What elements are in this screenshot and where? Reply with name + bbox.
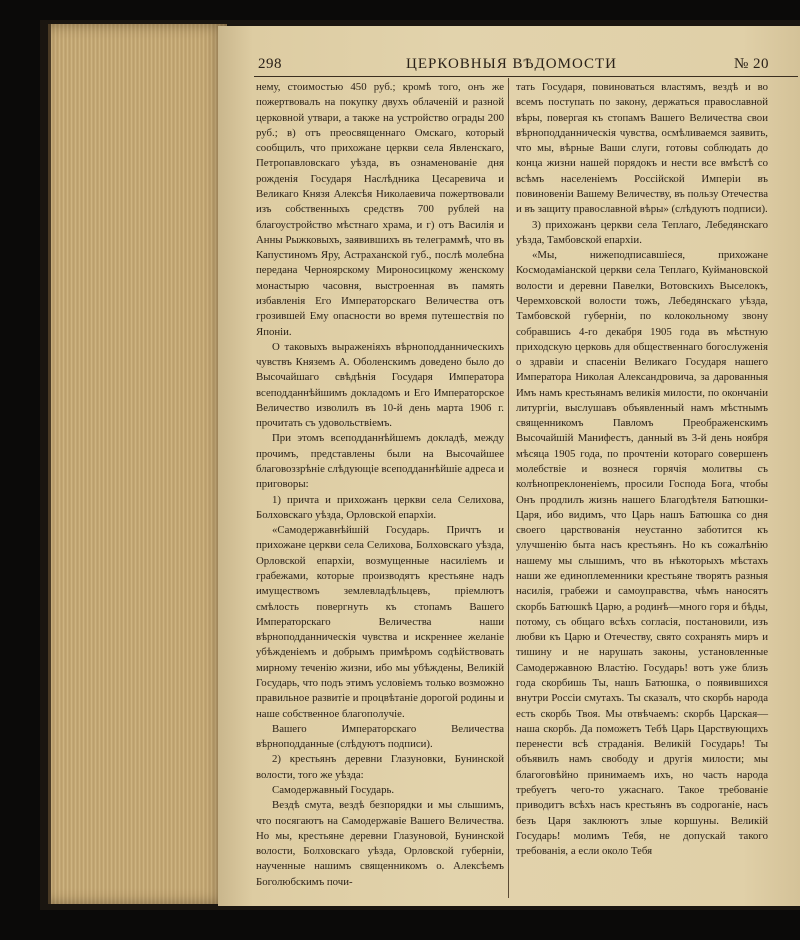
- running-header: [256, 56, 796, 74]
- paragraph: Вашего Императорскаго Величества вѣрноподданные (слѣдуютъ подписи).: [256, 722, 504, 751]
- paragraph: тать Государя, повиноваться властямъ, вездѣ и во всемъ поступать по закону, держаться православной вѣры, повергая къ стопамъ Вашего Величества свои вѣрноподданническія чувства, осмѣливаемся заявить, что мы, вѣрные Ваши слуги, готовы соблюдать до конца жизни нашей порядокъ и нести все вмѣстѣ со всѣмъ населеніемъ Россійской Имперіи въ повиновеніи Вашему Величеству, въ пользу Отечества и въ защиту православной вѣры» (слѣдуютъ подписи).: [516, 81, 768, 216]
- issue-number: № 20: [734, 56, 770, 72]
- paragraph: При этомъ всеподданнѣйшемъ докладѣ, между прочимъ, представлены были на Высочайшее благовоззрѣніе слѣдующіе всеподданнѣйшіе адреса и приговоры:: [256, 432, 504, 491]
- paragraph: нему, стоимостью 450 руб.; кромѣ того, онъ же пожертвовалъ на покупку двухъ облаченій и разной церковной утвари, а также на устройство ограды 200 руб.; в) отъ преосвященнаго Омскаго, который сообщилъ, что прихожане церкви села Явленскаго, Петропавловскаго уѣзда, въ ознаменованіе дня рожденія Государя Наслѣдника Цесаревича и Великаго Князя Алексѣя Николаевича пожертвовали изъ собственныхъ средствъ 700 рублей на благоустройство мѣстнаго храма, и г) отъ Василія и Анны Рыжковыхъ, заявившихъ въ телеграммѣ, что въ Капустиномъ Яру, Астраханской губ., послѣ молебна передана Черноярскому Мироносицкому женскому монастырю часовня, выстроенная въ память избавленія Его Императорскаго Величества отъ грозившей Ему опасности во время путешествія по Японіи.: [256, 81, 504, 338]
- paragraph: 2) крестьянъ деревни Глазуновки, Бунинской волости, того же уѣзда:: [256, 753, 504, 781]
- column-divider: [508, 78, 509, 898]
- paragraph: О таковыхъ выраженіяхъ вѣрноподданническихъ чувствъ Княземъ А. Оболенскимъ доведено было до Высочайшаго свѣдѣнія Государя Императора всеподданнѣйшимъ докладомъ и Его Императорское Величество изволилъ въ 10-й день марта 1906 г. прочитать съ удовольствіемъ.: [256, 340, 504, 430]
- paragraph: «Мы, нижеподписавшіеся, прихожане Космодаміанской церкви села Теплаго, Куймановской волости и деревни Павелки, Вотовскихъ Выселокъ, Черемховской волости тожъ, Лебедянскаго уѣзда, Тамбовской губерніи, по колокольному звону собравшись 4-го декабря 1905 года въ мѣстную приходскую церковь для общественнаго богослуженія о здравіи и спасеніи Великаго Государя нашего Императора Николая Александровича, за дарованныя Имъ намъ крестьянамъ великія милости, по окончаніи литургіи, выслушавъ объявленный намъ мѣстнымъ священникомъ Павломъ Преображенскимъ Высочайшій Манифестъ, данный въ 3-й день ноября мѣсяца 1905 года, по прочтеніи котораго совершенъ молебствіе и вознеся горячія молитвы съ колѣнопреклоненіемъ, просили Господа Бога, чтобы Онъ продлилъ жизнь нашего Благодѣтеля Батюшки-Царя, ибо видимъ, что Царь нашъ Батюшка со дня своего царствованія неустанно заботится къ улучшенію быта насъ крестьянъ. Но къ сожалѣнію нашему мы слышимъ, что въ нѣкоторыхъ мѣстахъ наши же единоплеменники крестьяне творятъ разныя насилія, грабежи и самоуправства, чѣмъ наносятъ скорбь Батюшкѣ Царю, а родинѣ—много горя и бѣды, потому, съ общаго всѣхъ согласія, постановили, изъ любви къ Царю и Отечеству, свято сохранять миръ и тишину и не нарушать законы, установленные Самодержавною Властію. Государь! вотъ уже близъ года скорбишь Ты, нашъ Батюшка, о появившихся внутри Россіи смутахъ. Ты сказалъ, что скорбь народа есть скорбь Твоя. Мы отвѣчаемъ: скорбь Царская—наша скорбь. Да поможетъ Тебѣ Царь Царствующихъ перенести всѣ страданія. Великій Государь! Ты объявилъ намъ свободу и другія милости; мы благоговѣйно принимаемъ ихъ, но часть народа требуетъ чего-то ужаснаго. Такое требованіе приводитъ всѣхъ насъ крестьянъ въ содроганіе, насъ безъ Царя заклюютъ злые коршуны. Великій Государь! молимъ Тебя, не допускай такого требованія, а если около Тебя: [516, 249, 768, 858]
- page-number: 298: [258, 56, 282, 72]
- page-edges: [48, 24, 227, 904]
- paragraph: Вездѣ смута, вездѣ безпорядки и мы слышимъ, что посягаютъ на Самодержавіе Вашего Величества. Но мы, крестьяне деревни Глазуновой, Бунинской волости, Болховскаго уѣзда, Орловской губерніи, наученные нашимъ священникомъ о. Алексѣемъ Боголюбскимъ почи-: [256, 799, 504, 888]
- left-column: [256, 80, 504, 890]
- right-column: [516, 80, 768, 859]
- journal-title: ЦЕРКОВНЫЯ ВѢДОМОСТИ: [406, 56, 617, 72]
- paragraph: 1) причта и прихожанъ церкви села Селихова, Болховскаго уѣзда, Орловской епархіи.: [256, 493, 504, 521]
- paragraph: 3) прихожанъ церкви села Теплаго, Лебедянскаго уѣзда, Тамбовской епархіи.: [516, 218, 768, 246]
- header-rule: [254, 76, 798, 77]
- paragraph: Самодержавный Государь.: [272, 783, 395, 796]
- paragraph: «Самодержавнѣйшій Государь. Причтъ и прихожане церкви села Селихова, Болховскаго уѣзда, Орловской епархіи, возмущенные насиліемъ и грабежами, которые производятъ крестьяне надъ имуществомъ землевладѣльцевъ, пріемлютъ смѣлость повергнуть къ стопамъ Вашего Императорскаго Величества наши вѣрноподданническія чувства и искреннее желаніе убѣжденіемъ и добрымъ примѣромъ содѣйствовать мирному теченію жизни, ибо мы убѣждены, Великій Государь, что подъ этимъ условіемъ только возможно правильное развитіе и процвѣтаніе дорогой родины и наше собственное благополучіе.: [256, 524, 504, 720]
- book-page: [218, 26, 800, 906]
